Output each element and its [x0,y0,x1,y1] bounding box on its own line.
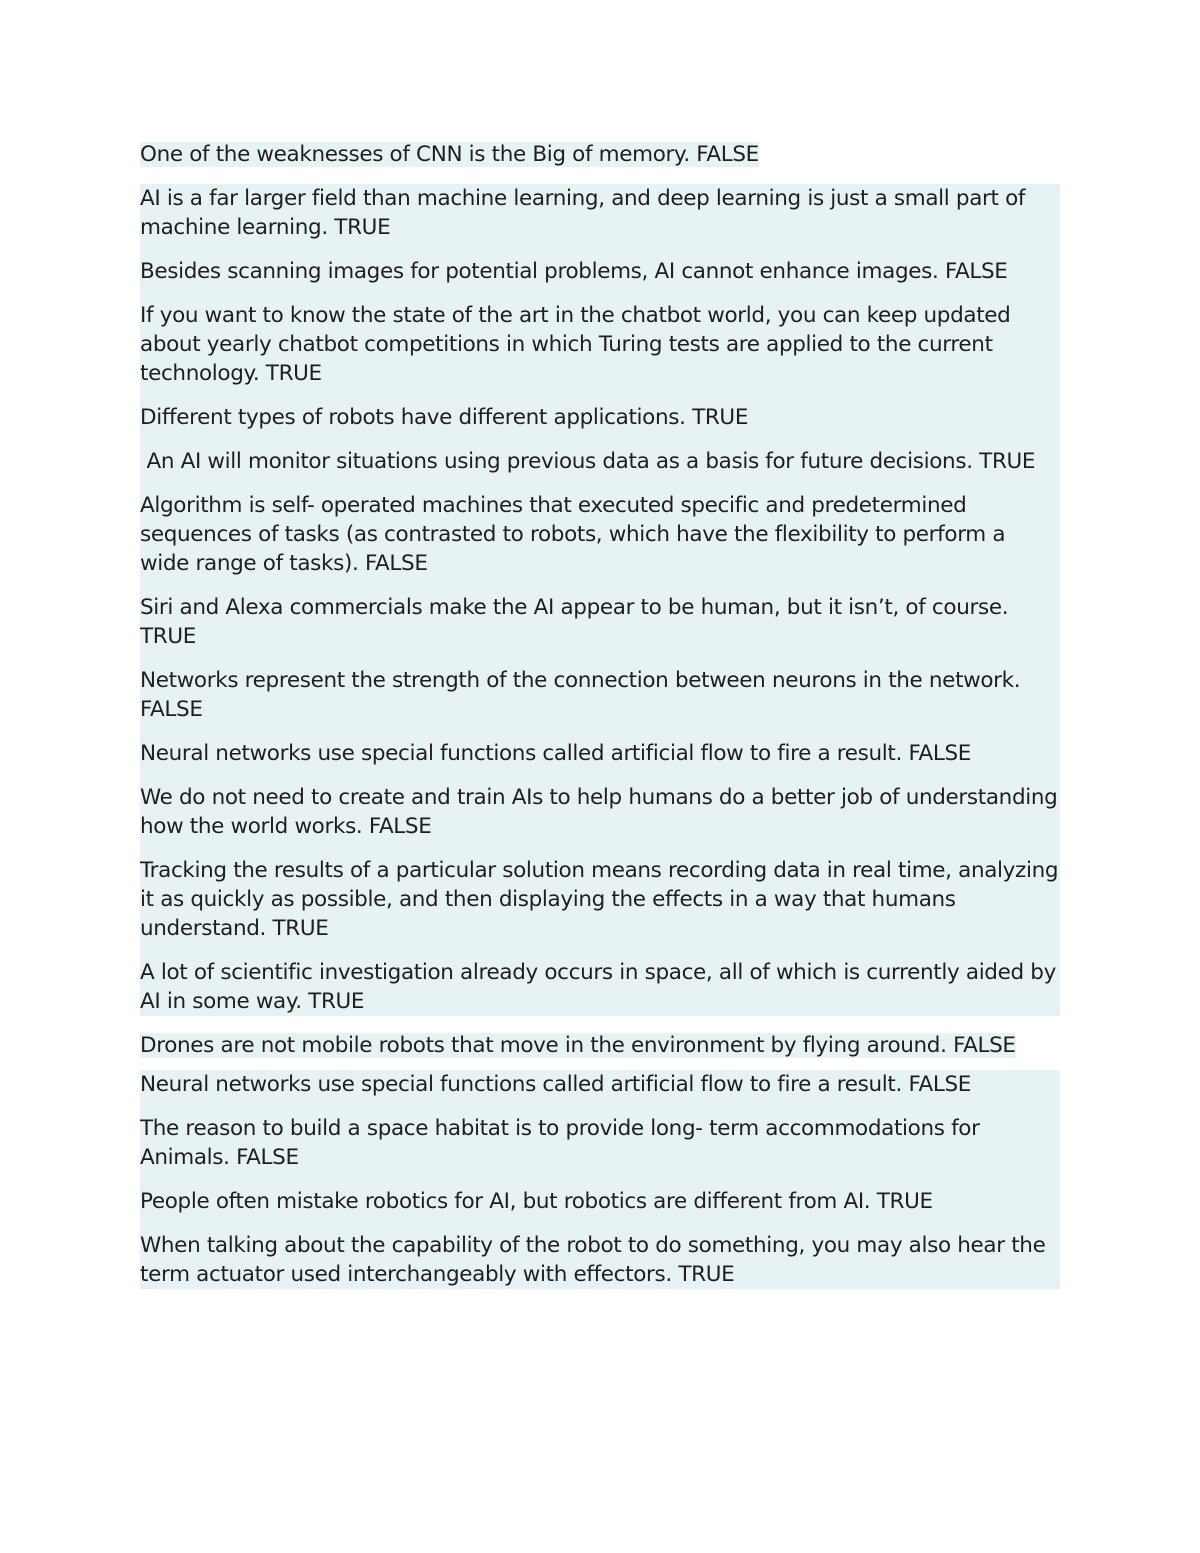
paragraph-gap [140,432,1060,447]
paragraph-gap [140,476,1060,491]
statement-10: Neural networks use special functions called artificial flow to fire a result. FALSE [140,741,972,766]
statement-12: Tracking the results of a particular solution means recording data in real time, analyzing it as quickly as possible, and then displaying the effects in a way that humans understand. TRUE [140,858,1059,941]
statement-1 [140,140,1060,169]
statement-17: People often mistake robotics for AI, but robotics are different from AI. TRUE [140,1189,933,1214]
statement-1-text: One of the weaknesses of CNN is the Big of memory. FALSE [140,142,759,167]
paragraph-gap [140,388,1060,403]
paragraph-gap [140,286,1060,301]
statement-16: The reason to build a space habitat is to provide long- term accommodations for Animals. FALSE [140,1116,980,1170]
highlighted-block-a [140,184,1060,1016]
statement-9: Networks represent the strength of the connection between neurons in the network. FALSE [140,668,1021,722]
paragraph-gap [140,1216,1060,1231]
paragraph-gap [140,841,1060,856]
statement-6: An AI will monitor situations using previous data as a basis for future decisions. TRUE [140,449,1036,474]
paragraph-gap [140,1099,1060,1114]
statement-13: A lot of scientific investigation already occurs in space, all of which is currently aided by AI in some way. TRUE [140,960,1056,1014]
document-page [140,140,1060,1289]
statement-11: We do not need to create and train AIs to help humans do a better job of understanding how the world works. FALSE [140,785,1058,839]
statement-14-text: Drones are not mobile robots that move in the environment by flying around. FALSE [140,1033,1016,1058]
paragraph-gap [140,651,1060,666]
statement-14 [140,1031,1060,1060]
statement-4: If you want to know the state of the art in the chatbot world, you can keep updated about yearly chatbot competitions in which Turing tests are applied to the current technology. TRUE [140,303,1011,386]
highlighted-block-b [140,1070,1060,1289]
paragraph-gap [140,169,1060,184]
paragraph-gap [140,1016,1060,1031]
paragraph-gap [140,578,1060,593]
statement-7: Algorithm is self- operated machines that executed specific and predetermined sequences of tasks (as contrasted to robots, which have the flexibility to perform a wide range of tasks). FALSE [140,493,1006,576]
statement-3: Besides scanning images for potential problems, AI cannot enhance images. FALSE [140,259,1008,284]
paragraph-gap [140,768,1060,783]
paragraph-gap [140,724,1060,739]
paragraph-gap [140,943,1060,958]
statement-2: AI is a far larger field than machine learning, and deep learning is just a small part of machine learning. TRUE [140,186,1026,240]
statement-8: Siri and Alexa commercials make the AI appear to be human, but it isn’t, of course. TRUE [140,595,1009,649]
paragraph-gap [140,1060,1060,1070]
statement-5: Different types of robots have different applications. TRUE [140,405,749,430]
paragraph-gap [140,242,1060,257]
paragraph-gap [140,1172,1060,1187]
statement-15: Neural networks use special functions called artificial flow to fire a result. FALSE [140,1072,972,1097]
statement-18: When talking about the capability of the robot to do something, you may also hear the term actuator used interchangeably with effectors. TRUE [140,1233,1046,1287]
